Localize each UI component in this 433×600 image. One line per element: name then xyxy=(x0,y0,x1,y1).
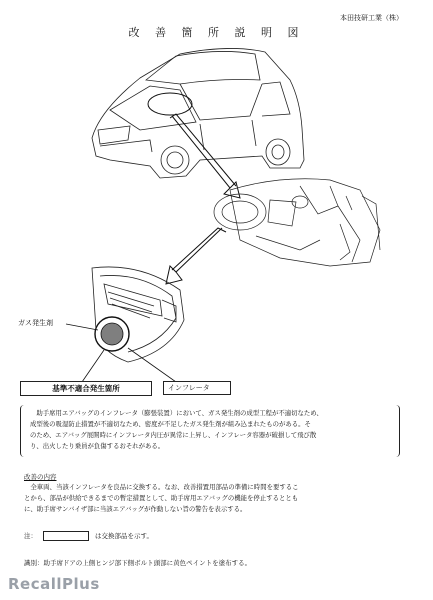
dashboard-highlight-ellipse xyxy=(148,93,192,115)
gas-generator-core xyxy=(101,323,123,345)
arrow-interior-to-inflator xyxy=(166,228,226,284)
nonconformity-location-label: 基準不適合発生箇所 xyxy=(20,381,152,396)
replacement-note xyxy=(24,531,153,541)
note-prefix: 注： xyxy=(24,532,37,540)
gas-generator-label: ガス発生剤 xyxy=(18,319,53,327)
defect-description xyxy=(30,408,396,452)
company-name: 本田技研工業（株） xyxy=(340,14,403,22)
recallplus-watermark: RecallPlus xyxy=(8,575,100,593)
inflator-label: インフレータ xyxy=(163,381,231,395)
improvement-line: 全車両、当該インフレータを良品に交換する。なお、改善措置用部品の準備に時間を要するこ xyxy=(30,483,299,491)
description-line: のため、エアバッグ展開時にインフレータ内圧が異常に上昇し、インフレータ容器が破損して飛び散 xyxy=(30,431,317,439)
replacement-part-legend-box xyxy=(43,531,89,541)
description-line: 成型後の吸湿防止措置が不適切なため、密度が不足したガス発生剤が組み込まれたものがある。そ xyxy=(30,420,311,428)
description-line: り、出火したり乗員が負傷するおそれがある。 xyxy=(30,442,165,450)
improvement-line: に、助手席サンバイザ部に当該エアバッグが作動しない旨の警告を表示する。 xyxy=(24,505,247,513)
improvement-heading: 改善の内容 xyxy=(24,473,57,481)
nonconformity-leader xyxy=(82,350,104,382)
note-suffix: は交換部品を示す。 xyxy=(95,532,153,540)
arrow-car-to-interior xyxy=(170,114,240,198)
gas-generator-leader xyxy=(66,324,98,330)
description-line: 助手席用エアバッグのインフレータ（膨張装置）において、ガス発生剤の成型工程が不適切なため、 xyxy=(36,409,323,417)
improvement-line: とから、部品が供給できるまでの暫定措置として、助手席用エアバッグの機能を停止するととも xyxy=(24,494,299,502)
identification-instruction: 識別：助手席ドアの上側ヒンジ部下側ボルト頭部に黄色ペイントを塗布する。 xyxy=(24,559,252,567)
page-title: 改 善 箇 所 説 明 図 xyxy=(128,26,305,39)
car-illustration xyxy=(92,48,304,178)
improvement-content xyxy=(24,482,404,515)
